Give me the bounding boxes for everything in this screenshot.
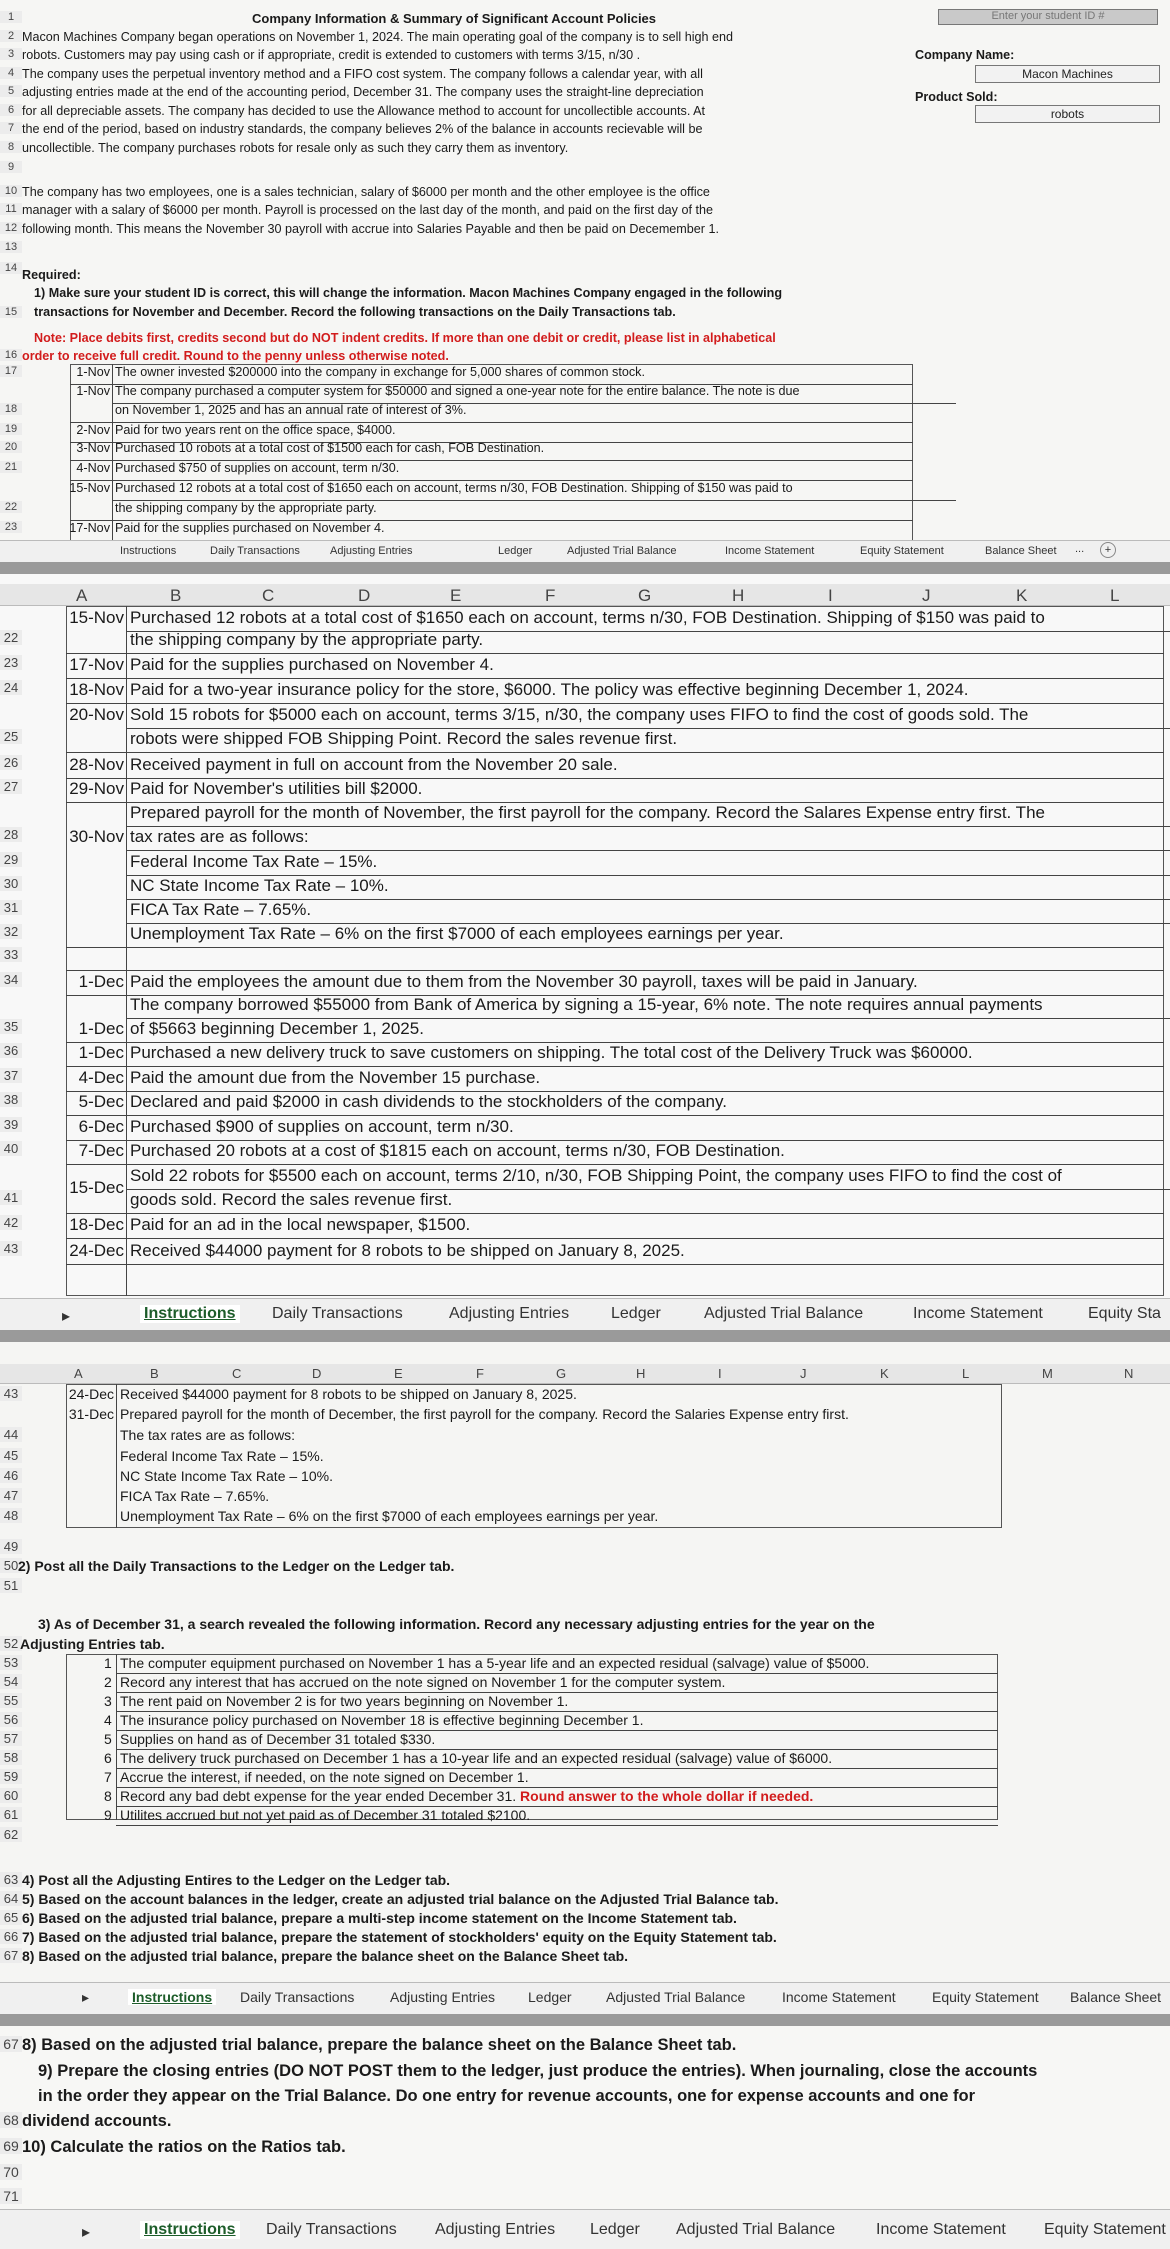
row-number: 52 [0,1636,22,1651]
tab-adjusting-entries[interactable]: Adjusting Entries [390,1989,496,2005]
tab-instructions[interactable]: Instructions [140,2221,240,2239]
column-header[interactable]: M [1042,1366,1053,1381]
step-9: 9) Prepare the closing entries (DO NOT POST them to the ledger, just produce the entries). When journaling, close the accounts [38,2062,1038,2080]
transaction-text: The tax rates are as follows: [120,1427,296,1443]
row-number: 30 [0,876,22,891]
transaction-text: Unemployment Tax Rate – 6% on the first $7000 of each employees earnings per year. [120,1508,659,1524]
row-number: 17 [0,365,22,377]
add-sheet-icon[interactable]: + [1100,542,1116,558]
transaction-date: 3-Nov [76,441,110,455]
tab-ledger[interactable]: Ledger [590,2221,640,2238]
intro-line: adjusting entries made at the end of the accounting period, December 31. The company uses the straight-line depreciation [22,85,704,99]
step-3: 3) As of December 31, a search revealed the following information. Record any necessary adjusting entries for the year on the [38,1616,875,1632]
column-header[interactable]: I [828,586,833,605]
row-number: 68 [0,2112,22,2128]
screenshot-panel-2 [0,574,1170,1330]
transaction-text: Paid the employees the amount due to them from the November 30 payroll, taxes will be paid in January. [130,972,918,991]
row-number: 6 [0,104,22,116]
row-number: 11 [0,203,22,215]
transaction-text: Purchased 12 robots at a total cost of $1650 each on account, terms n/30, FOB Destination. Shipping of $150 was paid to [115,481,793,495]
row-number: 23 [0,521,22,533]
row-number: 15 [0,306,22,318]
row-number: 5 [0,85,22,97]
row-number: 22 [0,630,22,645]
transaction-text: Received $44000 payment for 8 robots to be shipped on January 8, 2025. [130,1241,685,1260]
row-number: 32 [0,924,22,939]
row-number: 70 [0,2164,22,2180]
row-number: 69 [0,2138,22,2154]
transaction-text: The company purchased a computer system for $50000 and signed a one-year note for the entire balance. The note is due [115,384,800,398]
step-9-cont: dividend accounts. [22,2112,172,2130]
row-number: 9 [0,161,22,173]
tab-adjusted-trial-balance[interactable]: Adjusted Trial Balance [704,1305,864,1322]
tab-income-statement[interactable]: Income Statement [913,1305,1043,1322]
transaction-date: 4-Dec [78,1068,124,1087]
adjustment-number: 6 [104,1750,112,1766]
transaction-text: the shipping company by the appropriate party. [130,630,484,649]
transaction-text: NC State Income Tax Rate – 10%. [130,876,389,895]
screenshot-panel-3 [0,1342,1170,2014]
row-number: 62 [0,1827,22,1842]
tab-equity-statement[interactable]: Equity Statement [860,545,944,557]
row-number: 22 [0,501,22,513]
adjustment-text: Record any interest that has accrued on the note signed on November 1 for the computer system. [120,1674,726,1690]
column-header[interactable]: C [232,1366,242,1381]
step-3-cont: Adjusting Entries tab. [20,1636,165,1652]
row-number: 58 [0,1750,22,1765]
transaction-date: 15-Dec [69,1178,124,1197]
tab-ledger[interactable]: Ledger [611,1305,661,1322]
row-number: 41 [0,1190,22,1205]
adjustment-number: 5 [104,1731,112,1747]
adjustment-number: 7 [104,1769,112,1785]
row-number: 35 [0,1019,22,1034]
transaction-text: Prepared payroll for the month of December, the first payroll for the company. Record the Salaries Expense entry first. [120,1406,849,1422]
row-number: 20 [0,441,22,453]
row-number: 59 [0,1769,22,1784]
note-text: order to receive full credit. Round to the penny unless otherwise noted. [22,349,449,363]
column-header[interactable]: L [962,1366,970,1381]
screenshot-panel-4 [0,2026,1170,2249]
step-10: 10) Calculate the ratios on the Ratios tab. [22,2138,346,2156]
sheet-tab-bar: ▸ Instructions Daily Transactions Adjusting Entries Ledger Adjusted Trial Balance Income Statement Equity Statement Balance Sheet [0,1982,1170,2014]
tab-adjusting-entries[interactable]: Adjusting Entries [435,2221,556,2238]
column-header[interactable]: A [74,1366,83,1381]
row-number: 39 [0,1117,22,1132]
tab-ledger[interactable]: Ledger [528,1989,572,2005]
column-header[interactable]: N [1124,1366,1134,1381]
intro-line: The company uses the perpetual inventory method and a FIFO cost system. The company follows a calendar year, with all [22,67,703,81]
tab-income-statement[interactable]: Income Statement [725,545,815,557]
transaction-date: 31-Dec [68,1406,114,1422]
product-sold-field[interactable]: robots [975,105,1160,123]
tab-adjusted-trial-balance[interactable]: Adjusted Trial Balance [567,545,677,557]
column-header[interactable]: L [1110,586,1120,605]
row-number: 66 [0,1929,22,1944]
column-header[interactable]: J [800,1366,807,1381]
column-header[interactable]: D [312,1366,322,1381]
transaction-text: Purchased 12 robots at a total cost of $1650 each on account, terms n/30, FOB Destination. Shipping of $150 was paid to [130,608,1045,627]
row-number: 67 [0,1948,22,1963]
transaction-date: 1-Dec [78,1019,124,1038]
transaction-date: 15-Nov [69,481,110,495]
transaction-text: Received $44000 payment for 8 robots to be shipped on January 8, 2025. [120,1386,577,1402]
row-number: 43 [0,1241,22,1256]
transaction-text: The owner invested $200000 into the company in exchange for 5,000 shares of common stock. [115,365,645,379]
column-header[interactable]: E [450,586,462,605]
adjustment-number: 9 [104,1807,112,1823]
column-header[interactable]: B [170,586,182,605]
row-number: 7 [0,122,22,134]
instruction-step: 7) Based on the adjusted trial balance, prepare the statement of stockholders' equity on the Equity Statement tab. [22,1929,777,1945]
payroll-line: The company has two employees, one is a sales technician, salary of $6000 per month and the other employee is the office [22,185,710,199]
transaction-text: Sold 22 robots for $5500 each on account, terms 2/10, n/30, FOB Shipping Point, the company uses FIFO to find the cost of [130,1166,1062,1185]
transaction-text: tax rates are as follows: [130,827,309,846]
transaction-date: 6-Dec [78,1117,124,1136]
transaction-date: 18-Dec [69,1215,124,1234]
transaction-date: 30-Nov [69,827,124,846]
row-number: 48 [0,1508,22,1523]
column-header[interactable]: J [922,586,931,605]
row-number: 63 [0,1872,22,1887]
step-9-cont: in the order they appear on the Trial Balance. Do one entry for revenue accounts, one for expense accounts and one for [38,2087,976,2105]
transaction-date: 1-Nov [76,384,110,398]
transaction-text: Purchased 10 robots at a total cost of $1500 each for cash, FOB Destination. [115,441,545,455]
row-number: 1 [0,11,22,23]
tab-daily-transactions[interactable]: Daily Transactions [266,2221,397,2238]
row-number: 57 [0,1731,22,1746]
transaction-text: Unemployment Tax Rate – 6% on the first $7000 of each employees earnings per year. [130,924,784,943]
row-number: 37 [0,1068,22,1083]
transaction-text: Prepared payroll for the month of November, the first payroll for the company. Record the Salares Expense entry first. The [130,803,1045,822]
transaction-date: 2-Nov [76,423,110,437]
row-number: 65 [0,1910,22,1925]
company-name-label: Company Name: [915,48,1015,62]
row-number: 43 [0,1386,22,1401]
column-header-bar [0,1364,1170,1384]
transaction-text: robots were shipped FOB Shipping Point. Record the sales revenue first. [130,729,678,748]
required-heading: Required: [22,268,81,282]
column-header[interactable]: B [150,1366,159,1381]
column-header[interactable]: A [76,586,88,605]
transaction-date: 5-Dec [78,1092,124,1111]
row-number: 50 [0,1558,22,1573]
transaction-text: FICA Tax Rate – 7.65%. [130,900,312,919]
intro-line: the end of the period, based on industry standards, the company believes 2% of the balance in accounts recievable will be [22,122,703,136]
row-number: 19 [0,423,22,435]
transaction-date: 20-Nov [69,705,124,724]
column-header[interactable]: D [358,586,371,605]
row-number: 34 [0,972,22,987]
row-number: 36 [0,1043,22,1058]
payroll-line: manager with a salary of $6000 per month. Payroll is processed on the last day of the month, and paid on the first day of the [22,203,713,217]
payroll-line: following month. This means the November 30 payroll with accrue into Salaries Payable and then be paid on Decemember 1. [22,222,720,236]
adjustment-number: 1 [104,1655,112,1671]
page-title: Company Information & Summary of Significant Account Policies [252,11,657,26]
row-number: 23 [0,655,22,670]
required-step-1: 1) Make sure your student ID is correct, this will change the information. Macon Machines Company engaged in the following [34,286,783,300]
instruction-step: 5) Based on the account balances in the ledger, create an adjusted trial balance on the Adjusted Trial Balance tab. [22,1891,779,1907]
transaction-text: goods sold. Record the sales revenue first. [130,1190,453,1209]
transaction-text: Declared and paid $2000 in cash dividends to the stockholders of the company. [130,1092,727,1111]
row-number: 10 [0,185,22,197]
row-number: 29 [0,852,22,867]
row-number: 2 [0,30,22,42]
intro-line: robots. Customers may pay using cash or if appropriate, credit is extended to customers with terms 3/15, n/30 . [22,48,641,62]
adjustment-number: 4 [104,1712,112,1728]
transaction-text: Purchased $900 of supplies on account, term n/30. [130,1117,514,1136]
screenshot-panel-1 [0,0,1170,562]
adjustment-text: The delivery truck purchased on December 1 has a 10-year life and an expected residual (salvage) value of $6000. [120,1750,833,1766]
row-number: 67 [0,2036,22,2052]
transaction-text: Received payment in full on account from the November 20 sale. [130,755,618,774]
row-number: 24 [0,680,22,695]
transaction-text: Sold 15 robots for $5000 each on account, terms 3/15, n/30, the company uses FIFO to find the cost of goods sold. The [130,705,1029,724]
row-number: 55 [0,1693,22,1708]
row-number: 71 [0,2188,22,2204]
instruction-step: 8) Based on the adjusted trial balance, prepare the balance sheet on the Balance Sheet tab. [22,1948,629,1964]
column-header[interactable]: C [262,586,275,605]
row-number: 16 [0,349,22,361]
transaction-text: Paid for a two-year insurance policy for the store, $6000. The policy was effective beginning December 1, 2024. [130,680,969,699]
intro-line: Macon Machines Company began operations on November 1, 2024. The main operating goal of the company is to sell high end [22,30,734,44]
column-header[interactable]: E [394,1366,403,1381]
student-id-banner[interactable]: Enter your student ID # [938,9,1158,25]
adjustment-text: The insurance policy purchased on November 18 is effective beginning December 1. [120,1712,644,1728]
tab-adjusting-entries[interactable]: Adjusting Entries [330,545,413,557]
transaction-date: 1-Nov [76,365,110,379]
sheet-tab-bar: ▸ Instructions Daily Transactions Adjusting Entries Ledger Adjusted Trial Balance Income Statement Equity Sta [0,1298,1170,1330]
required-step-1-cont: transactions for November and December. Record the following transactions on the Daily Transactions tab. [34,305,676,319]
column-header-bar [0,584,1170,606]
transaction-text: NC State Income Tax Rate – 10%. [120,1468,333,1484]
tab-balance-sheet[interactable]: Balance Sheet [985,545,1057,557]
row-number: 60 [0,1788,22,1803]
column-header[interactable]: H [636,1366,646,1381]
transaction-text: Paid for two years rent on the office space, $4000. [115,423,396,437]
transaction-date: 4-Nov [76,461,110,475]
tab-adjusted-trial-balance[interactable]: Adjusted Trial Balance [676,2221,836,2238]
tab-income-statement[interactable]: Income Statement [782,1989,896,2005]
transaction-date: 24-Dec [69,1241,124,1260]
column-header[interactable]: I [718,1366,722,1381]
transaction-text: Paid for the supplies purchased on November 4. [115,521,385,535]
transaction-text: of $5663 beginning December 1, 2025. [130,1019,424,1038]
row-number: 14 [0,262,22,274]
tab-equity-statement[interactable]: Equity Sta [1088,1305,1161,1322]
instruction-step: 6) Based on the adjusted trial balance, prepare a multi-step income statement on the Income Statement tab. [22,1910,737,1926]
transaction-date: 1-Dec [78,1043,124,1062]
adjustment-text: Accrue the interest, if needed, on the note signed on December 1. [120,1769,529,1785]
transaction-date: 17-Nov [69,521,110,535]
adjustment-text: The computer equipment purchased on November 1 has a 5-year life and an expected residual (salvage) value of $5000. [120,1655,870,1671]
row-number: 25 [0,729,22,744]
row-number: 61 [0,1807,22,1822]
row-number: 8 [0,141,22,153]
row-number: 51 [0,1578,22,1593]
step-2: 2) Post all the Daily Transactions to the Ledger on the Ledger tab. [18,1558,455,1574]
transaction-text: Paid for an ad in the local newspaper, $1500. [130,1215,471,1234]
row-number: 3 [0,48,22,60]
row-number: 45 [0,1448,22,1463]
transaction-date: 1-Dec [78,972,124,991]
column-header[interactable]: F [476,1366,484,1381]
adjustment-text: Utilites accrued but not yet paid as of December 31 totaled $2100. [120,1807,531,1823]
row-number: 27 [0,779,22,794]
transaction-text: Federal Income Tax Rate – 15%. [120,1448,324,1464]
tab-instructions[interactable]: Instructions [128,1989,216,2005]
row-number: 4 [0,67,22,79]
row-number: 28 [0,827,22,842]
product-sold-label: Product Sold: [915,90,998,104]
intro-line: for all depreciable assets. The company has decided to use the Allowance method to account for uncollectible accounts. At [22,104,706,118]
tab-balance-sheet[interactable]: Balance Sheet [1070,1989,1162,2005]
transaction-text: Purchased $750 of supplies on account, term n/30. [115,461,400,475]
row-number: 26 [0,755,22,770]
transaction-text: the shipping company by the appropriate party. [115,501,377,515]
adjustment-number: 8 [104,1788,112,1804]
row-number: 18 [0,403,22,415]
tab-daily-transactions[interactable]: Daily Transactions [240,1989,355,2005]
note-text: Note: Place debits first, credits second but do NOT indent credits. If more than one debit or credit, please list in alphabetical [34,331,776,345]
more-tabs-icon[interactable]: ... [1075,543,1085,555]
tab-income-statement[interactable]: Income Statement [876,2221,1006,2238]
transaction-text: on November 1, 2025 and has an annual rate of interest of 3%. [115,403,467,417]
tab-instructions[interactable]: Instructions [120,545,177,557]
instruction-step: 4) Post all the Adjusting Entires to the Ledger on the Ledger tab. [22,1872,451,1888]
row-number: 42 [0,1215,22,1230]
row-number: 56 [0,1712,22,1727]
column-header[interactable]: F [545,586,556,605]
tab-instructions[interactable]: Instructions [140,1305,240,1323]
row-number: 31 [0,900,22,915]
row-number: 44 [0,1427,22,1442]
step-8: 8) Based on the adjusted trial balance, prepare the balance sheet on the Balance Sheet tab. [22,2036,737,2054]
column-header[interactable]: H [732,586,745,605]
transaction-text: Paid for November's utilities bill $2000. [130,779,423,798]
sheet-tab-bar: ▸ Instructions Daily Transactions Adjusting Entries Ledger Adjusted Trial Balance Income Statement Equity Statement [0,2209,1170,2249]
transaction-text: Purchased 20 robots at a cost of $1815 each on account, terms n/30, FOB Destination. [130,1141,785,1160]
row-number: 54 [0,1674,22,1689]
transaction-text: The company borrowed $55000 from Bank of America by signing a 15-year, 6% note. The note requires annual payments [130,995,1043,1014]
transaction-text: Paid the amount due from the November 15 purchase. [130,1068,541,1087]
row-number: 21 [0,461,22,473]
sheet-tab-bar [0,540,1170,562]
transaction-date: 29-Nov [69,779,124,798]
tab-equity-statement[interactable]: Equity Statement [932,1989,1039,2005]
row-number: 53 [0,1655,22,1670]
transaction-text: Paid for the supplies purchased on November 4. [130,655,494,674]
tab-daily-transactions[interactable]: Daily Transactions [210,545,300,557]
adjustment-number: 2 [104,1674,112,1690]
tab-equity-statement[interactable]: Equity Statement [1044,2221,1166,2238]
adjustment-text: Record any bad debt expense for the year ended December 31. [120,1788,521,1804]
transaction-date: 24-Dec [68,1386,114,1402]
column-header[interactable]: K [1016,586,1028,605]
round-note: Round answer to the whole dollar if needed. [520,1788,814,1804]
transaction-date: 18-Nov [69,680,124,699]
row-number: 46 [0,1468,22,1483]
column-header[interactable]: K [880,1366,889,1381]
company-name-field[interactable]: Macon Machines [975,65,1160,83]
adjustment-text: Supplies on hand as of December 31 totaled $330. [120,1731,436,1747]
transaction-text: Purchased a new delivery truck to save customers on shipping. The total cost of the Delivery Truck was $60000. [130,1043,973,1062]
transaction-date: 7-Dec [78,1141,124,1160]
tab-adjusting-entries[interactable]: Adjusting Entries [449,1305,570,1322]
adjustment-number: 3 [104,1693,112,1709]
row-number: 49 [0,1539,22,1554]
tab-adjusted-trial-balance[interactable]: Adjusted Trial Balance [606,1989,746,2005]
intro-line: uncollectible. The company purchases robots for resale only as such they carry them as inventory. [22,141,569,155]
row-number: 64 [0,1891,22,1906]
row-number: 33 [0,947,22,962]
column-header[interactable]: G [638,586,652,605]
row-number: 40 [0,1141,22,1156]
transaction-date: 17-Nov [69,655,124,674]
adjustment-text: The rent paid on November 2 is for two years beginning on November 1. [120,1693,569,1709]
column-header[interactable]: G [556,1366,567,1381]
row-number: 12 [0,222,22,234]
tab-ledger[interactable]: Ledger [498,545,533,557]
transaction-date: 28-Nov [69,755,124,774]
transaction-date: 15-Nov [69,608,124,627]
transaction-text: FICA Tax Rate – 7.65%. [120,1488,270,1504]
transaction-text: Federal Income Tax Rate – 15%. [130,852,378,871]
row-number: 13 [0,241,22,253]
row-number: 47 [0,1488,22,1503]
row-number: 38 [0,1092,22,1107]
tab-daily-transactions[interactable]: Daily Transactions [272,1305,403,1322]
